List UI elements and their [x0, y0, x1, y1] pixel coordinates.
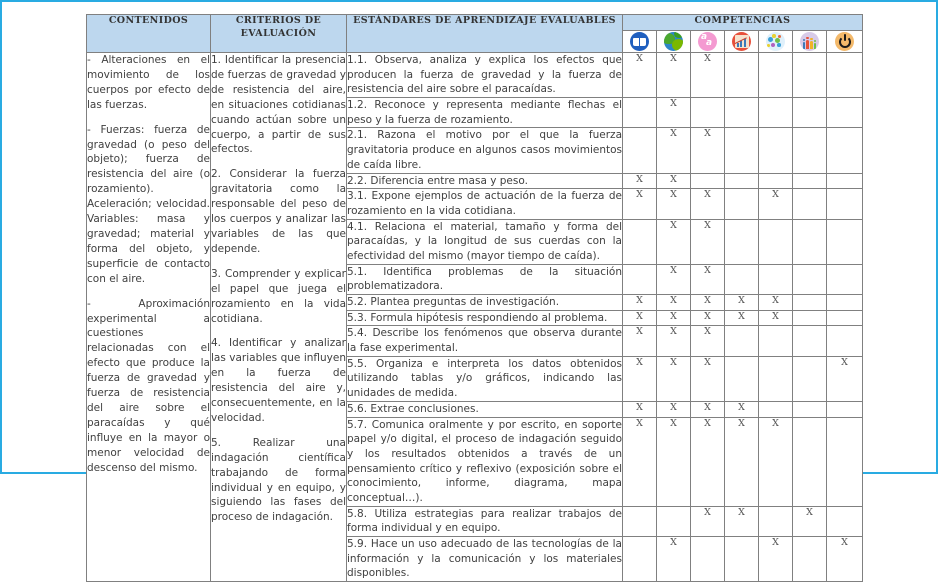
mark-cell: X [725, 310, 759, 326]
mark-cell: X [657, 128, 691, 173]
mark-cell: X [623, 310, 657, 326]
mark-cell [793, 173, 827, 189]
mark-cell: X [623, 356, 657, 401]
mark-cell: X [657, 310, 691, 326]
mark-cell [793, 98, 827, 128]
mark-cell [827, 310, 863, 326]
mark-cell [725, 219, 759, 264]
mark-cell [725, 98, 759, 128]
mark-cell [759, 128, 793, 173]
mark-cell [623, 264, 657, 294]
estandar-text: 5.6. Extrae conclusiones. [347, 401, 623, 417]
mark-cell: X [691, 417, 725, 506]
mark-cell [725, 537, 759, 582]
mark-cell: X [725, 401, 759, 417]
mark-cell [793, 295, 827, 311]
mark-cell [793, 219, 827, 264]
mark-cell [793, 326, 827, 356]
estandar-text: 5.1. Identifica problemas de la situación problematizadora. [347, 264, 623, 294]
mark-cell [623, 128, 657, 173]
competency-header-cd [725, 31, 759, 53]
estandar-text: 5.2. Plantea preguntas de investigación. [347, 295, 623, 311]
mark-cell [759, 53, 793, 98]
mark-cell: X [759, 310, 793, 326]
mark-cell: X [623, 173, 657, 189]
competency-header-sie [827, 31, 863, 53]
mark-cell [827, 173, 863, 189]
chart-icon [732, 32, 751, 51]
competency-header-cmct [657, 31, 691, 53]
mark-cell [793, 53, 827, 98]
estandar-text: 5.4. Describe los fenómenos que observa durante la fase experimental. [347, 326, 623, 356]
contenido-item: - Alteraciones en el movimiento de los cuerpos por efecto de las fuerzas. [87, 54, 210, 111]
mark-cell [725, 128, 759, 173]
language-letters-icon: a a [698, 32, 717, 51]
mark-cell: X [623, 417, 657, 506]
contenido-item: - Fuerzas: fuerza de gravedad (o peso del objeto); fuerza de resistencia del aire (o rozamiento). Aceleración; velocidad. Variables: masa y gravedad; material y forma del objeto, y superficie de contacto con el aire. [87, 123, 210, 285]
power-icon [835, 32, 854, 51]
criterio-item: 5. Realizar una indagación científica trabajando de forma individual y en equipo, y siguiendo las fases del proceso de indagación. [211, 436, 346, 524]
mark-cell: X [657, 98, 691, 128]
mark-cell: X [623, 295, 657, 311]
criterios-cell [211, 53, 347, 582]
mark-cell [623, 98, 657, 128]
mark-cell: X [691, 189, 725, 219]
mark-cell [827, 219, 863, 264]
mark-cell [759, 173, 793, 189]
header-contenidos: CONTENIDOS [87, 15, 211, 53]
estandar-text: 5.8. Utiliza estrategias para realizar trabajos de forma individual y en equipo. [347, 506, 623, 536]
mark-cell [725, 326, 759, 356]
header-estandares-aprendizaje: ESTÁNDARES DE APRENDIZAJE EVALUABLES [347, 15, 623, 53]
mark-cell [827, 53, 863, 98]
mark-cell: X [759, 417, 793, 506]
mark-cell [827, 326, 863, 356]
mark-cell [827, 98, 863, 128]
mark-cell: X [657, 264, 691, 294]
mark-cell [759, 264, 793, 294]
header-competencias: COMPETENCIAS [623, 15, 863, 31]
book-icon [630, 32, 649, 51]
mark-cell [793, 189, 827, 219]
curriculum-table-body [87, 53, 863, 582]
mark-cell [725, 356, 759, 401]
mark-cell: X [827, 537, 863, 582]
mark-cell [793, 128, 827, 173]
mark-cell [793, 310, 827, 326]
mark-cell [827, 128, 863, 173]
competency-header-cl [691, 31, 725, 53]
mark-cell: X [623, 53, 657, 98]
mark-cell: X [827, 356, 863, 401]
estandar-text: 4.1. Relaciona el material, tamaño y forma del paracaídas, y la longitud de sus cuerdas con la efectividad del mismo (mayor tiempo de caída). [347, 219, 623, 264]
mark-cell: X [623, 401, 657, 417]
mark-cell: X [623, 189, 657, 219]
mark-cell: X [725, 295, 759, 311]
mark-cell [793, 356, 827, 401]
mark-cell [827, 506, 863, 536]
mark-cell [759, 356, 793, 401]
mark-cell: X [657, 173, 691, 189]
mark-cell [827, 417, 863, 506]
mark-cell [725, 189, 759, 219]
table-row [87, 53, 863, 98]
mark-cell: X [657, 326, 691, 356]
competency-header-csc [793, 31, 827, 53]
mark-cell: X [725, 506, 759, 536]
estandar-text: 2.1. Razona el motivo por el que la fuerza gravitatoria produce en algunos casos movimientos de caída libre. [347, 128, 623, 173]
estandar-text: 5.9. Hace un uso adecuado de las tecnologías de la información y la comunicación y los materiales disponibles. [347, 537, 623, 582]
competency-header-caa [759, 31, 793, 53]
mark-cell [691, 98, 725, 128]
estandar-text: 5.7. Comunica oralmente y por escrito, en soporte papel y/o digital, el proceso de indagación seguido y los resultados obtenidos a través de un pensamiento crítico y reflexivo (exposición sobre el conocimiento, informe, diagrama, mapa conceptual…). [347, 417, 623, 506]
mark-cell: X [657, 189, 691, 219]
mark-cell [725, 264, 759, 294]
mark-cell [759, 98, 793, 128]
mark-cell: X [691, 53, 725, 98]
estandar-text: 5.5. Organiza e interpreta los datos obtenidos utilizando tablas y/o gráficos, indicando las unidades de medida. [347, 356, 623, 401]
mark-cell: X [657, 356, 691, 401]
mark-cell [759, 326, 793, 356]
mark-cell [793, 401, 827, 417]
mark-cell [623, 219, 657, 264]
curriculum-table-container [86, 14, 862, 582]
mark-cell: X [657, 295, 691, 311]
mark-cell: X [657, 537, 691, 582]
criterio-item: 3. Comprender y explicar el papel que juega el rozamiento en la vida cotidiana. [211, 267, 346, 325]
mark-cell [657, 506, 691, 536]
contenido-item: - Aproximación experimental a cuestiones relacionadas con el efecto que produce la fuerza de gravedad y fuerza de resistencia del aire sobre el paracaídas y qué influye en la mayor o menor velocidad de descenso del mismo. [87, 297, 210, 474]
mark-cell [725, 53, 759, 98]
mark-cell: X [691, 401, 725, 417]
mark-cell: X [691, 128, 725, 173]
estandar-text: 2.2. Diferencia entre masa y peso. [347, 173, 623, 189]
mark-cell: X [691, 295, 725, 311]
mark-cell [827, 264, 863, 294]
mark-cell: X [759, 295, 793, 311]
criterio-item: 1. Identificar la presencia de fuerzas de gravedad y de resistencia del aire, en situaciones cotidianas cuando actúan sobre un cuerpo, a partir de sus efectos. [211, 54, 346, 156]
mark-cell [759, 219, 793, 264]
mark-cell [827, 401, 863, 417]
mark-cell: X [691, 219, 725, 264]
mark-cell [691, 173, 725, 189]
mark-cell [725, 173, 759, 189]
mark-cell: X [691, 356, 725, 401]
mark-cell: X [759, 537, 793, 582]
criterio-item: 2. Considerar la fuerza gravitatoria como la responsable del peso de los cuerpos y analizar las variables de las que depende. [211, 168, 346, 255]
curriculum-table [86, 14, 863, 582]
mark-cell [793, 417, 827, 506]
mark-cell: X [657, 401, 691, 417]
criterio-item: 4. Identificar y analizar las variables que influyen en la fuerza de resistencia del aire y, consecuentemente, en la velocidad. [211, 337, 346, 424]
mark-cell: X [691, 310, 725, 326]
globe-icon [664, 32, 683, 51]
mark-cell: X [793, 506, 827, 536]
mark-cell: X [657, 53, 691, 98]
mark-cell [691, 537, 725, 582]
estandar-text: 5.3. Formula hipótesis respondiendo al problema. [347, 310, 623, 326]
mark-cell: X [623, 326, 657, 356]
mark-cell: X [657, 219, 691, 264]
mark-cell [827, 295, 863, 311]
mark-cell: X [691, 264, 725, 294]
competency-header-ccl [623, 31, 657, 53]
mark-cell [623, 537, 657, 582]
mark-cell: X [691, 506, 725, 536]
mark-cell [827, 189, 863, 219]
mark-cell [793, 537, 827, 582]
mark-cell: X [691, 326, 725, 356]
mark-cell [793, 264, 827, 294]
mark-cell [759, 401, 793, 417]
mark-cell: X [759, 189, 793, 219]
social-figures-icon [800, 32, 819, 51]
estandar-text: 1.2. Reconoce y representa mediante flechas el peso y la fuerza de rozamiento. [347, 98, 623, 128]
digital-splash-icon [766, 32, 785, 51]
estandar-text: 3.1. Expone ejemplos de actuación de la fuerza de rozamiento en la vida cotidiana. [347, 189, 623, 219]
contenidos-cell [87, 53, 211, 582]
mark-cell: X [657, 417, 691, 506]
header-criterios-evaluacion: CRITERIOS DE EVALUACIÓN [211, 15, 347, 53]
mark-cell [759, 506, 793, 536]
estandar-text: 1.1. Observa, analiza y explica los efectos que producen la fuerza de gravedad y la fuerza de resistencia del aire sobre el paracaídas. [347, 53, 623, 98]
mark-cell: X [725, 417, 759, 506]
mark-cell [623, 506, 657, 536]
header-row-top [87, 15, 863, 31]
